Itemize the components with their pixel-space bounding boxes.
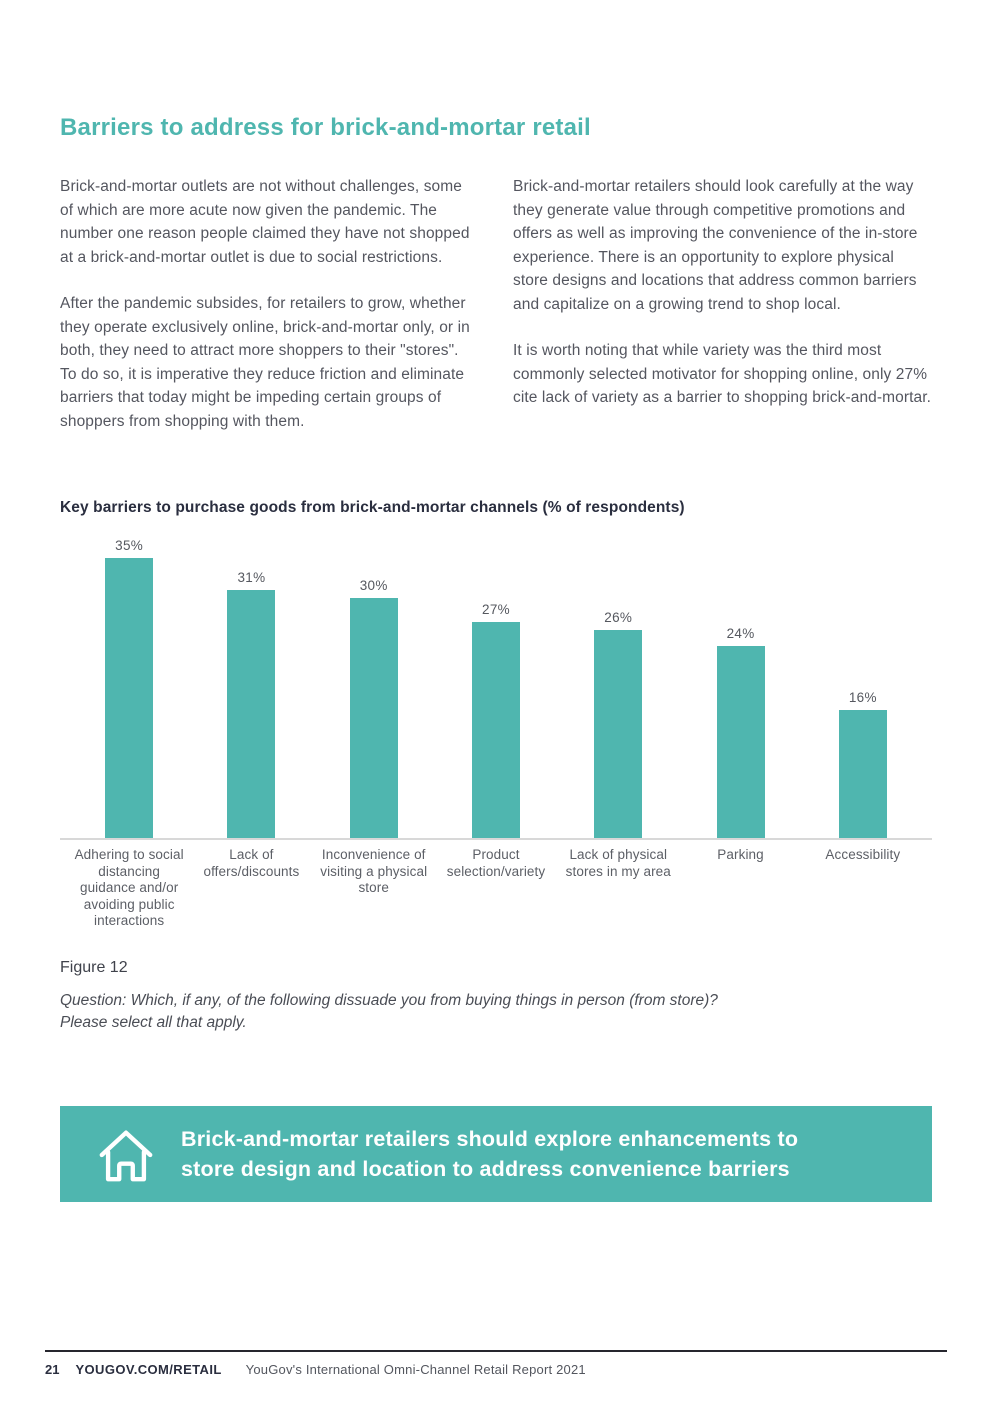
chart-bar-column bbox=[557, 610, 679, 838]
bar-value-label: 16% bbox=[848, 690, 877, 705]
callout-banner bbox=[60, 1106, 932, 1202]
bar-value-label: 30% bbox=[359, 578, 388, 593]
category-label: Lack of offers/discounts bbox=[203, 847, 300, 879]
figure-label: Figure 12 bbox=[60, 958, 128, 976]
page-number: 21 bbox=[45, 1362, 60, 1377]
bar-value-label: 35% bbox=[115, 538, 144, 553]
home-icon bbox=[95, 1123, 157, 1185]
category-label: Adhering to social distancing guidance and/or avoiding public interactions bbox=[74, 847, 184, 928]
chart-bar-column bbox=[802, 690, 924, 838]
chart-bar-column bbox=[313, 578, 435, 838]
bar bbox=[839, 710, 887, 838]
paragraph: After the pandemic subsides, for retailers to grow, whether they operate exclusively online, brick-and-mortar only, or in both, they need to attract more shoppers to their "stores". To do so, it is imperative they reduce friction and eliminate barriers that today might be impeding certain groups of shoppers from shopping with them. bbox=[60, 295, 470, 430]
bar-value-label: 27% bbox=[482, 602, 510, 617]
footer-report-title: YouGov's International Omni-Channel Retail Report 2021 bbox=[245, 1362, 586, 1377]
category-label: Inconvenience of visiting a physical store bbox=[320, 847, 428, 895]
chart-bar-column bbox=[68, 538, 190, 838]
chart-category-labels bbox=[60, 840, 932, 930]
callout-text-line: Brick-and-mortar retailers should explore enhancements to bbox=[181, 1126, 799, 1151]
bar bbox=[105, 558, 153, 838]
category-label: Accessibility bbox=[825, 847, 901, 862]
chart-bar-column bbox=[679, 626, 801, 838]
chart-title: Key barriers to purchase goods from brick-and-mortar channels (% of respondents) bbox=[60, 499, 685, 516]
page-title: Barriers to address for brick-and-mortar retail bbox=[60, 114, 591, 141]
bar bbox=[717, 646, 765, 838]
figure-question-line: Please select all that apply. bbox=[60, 1013, 247, 1031]
chart-bar-column bbox=[190, 570, 312, 838]
bar-chart bbox=[60, 538, 932, 930]
bar bbox=[227, 590, 275, 838]
paragraph: Brick-and-mortar retailers should look carefully at the way they generate value through competitive promotions and offers as well as improving the convenience of the in-store experience. There is an opportunity to explore physical store designs and locations that address common barriers and capitalize on a growing trend to shop local. bbox=[513, 178, 918, 313]
bar bbox=[350, 598, 398, 838]
body-columns bbox=[60, 175, 932, 456]
chart-bar-column bbox=[435, 602, 557, 838]
body-column-right bbox=[513, 175, 932, 456]
category-label: Lack of physical stores in my area bbox=[565, 847, 671, 879]
callout-text-line: store design and location to address convenience barriers bbox=[181, 1156, 790, 1181]
paragraph: It is worth noting that while variety was the third most commonly selected motivator for shopping online, only 27% cite lack of variety as a barrier to shopping brick-and-mortar. bbox=[513, 342, 932, 406]
bar-value-label: 26% bbox=[604, 610, 633, 625]
paragraph: Brick-and-mortar outlets are not without challenges, some of which are more acute now given the pandemic. The number one reason people claimed they have not shopped at a brick-and-mortar outlet is due to social restrictions. bbox=[60, 178, 470, 266]
chart-plot-area bbox=[60, 538, 932, 840]
category-label: Product selection/variety bbox=[446, 847, 546, 879]
category-label: Parking bbox=[717, 847, 764, 862]
bar-value-label: 24% bbox=[726, 626, 755, 641]
bar bbox=[472, 622, 520, 838]
callout-text bbox=[181, 1124, 798, 1184]
page-footer bbox=[45, 1350, 947, 1377]
body-column-left bbox=[60, 175, 479, 456]
bar bbox=[594, 630, 642, 838]
figure-question-line: Question: Which, if any, of the following dissuade you from buying things in person (from store)? bbox=[60, 991, 718, 1009]
bar-value-label: 31% bbox=[237, 570, 266, 585]
figure-question bbox=[60, 990, 932, 1034]
footer-site-link[interactable]: YOUGOV.COM/RETAIL bbox=[75, 1362, 222, 1377]
